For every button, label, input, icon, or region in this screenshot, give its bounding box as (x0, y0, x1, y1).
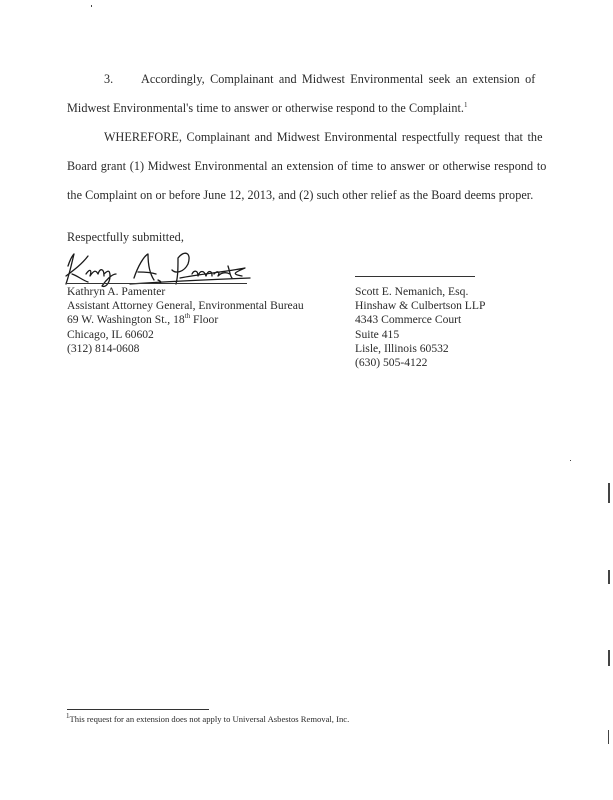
scan-mark (608, 730, 609, 744)
footnote-separator (67, 709, 209, 710)
right-signatory-suite: Suite 415 (355, 327, 400, 341)
paragraph-3-line-2-text: Midwest Environmental's time to answer or otherwise respond to the Complaint. (67, 101, 464, 115)
left-signatory-address (67, 313, 304, 327)
paragraph-number: 3. (104, 72, 114, 86)
left-signatory-block (67, 285, 304, 356)
wherefore-line-1: WHEREFORE, Complainant and Midwest Environmental respectfully request that the (104, 130, 543, 144)
closing: Respectfully submitted, (67, 230, 184, 244)
scan-dot (91, 5, 92, 7)
right-signatory-city: Lisle, Illinois 60532 (355, 341, 449, 355)
right-signatory-firm: Hinshaw & Culbertson LLP (355, 299, 486, 313)
right-signatory-phone: (630) 505-4122 (355, 356, 428, 370)
left-signatory-phone: (312) 814-0608 (67, 341, 140, 355)
left-address-suffix: Floor (190, 313, 219, 327)
right-signatory-block (355, 285, 485, 370)
footnote-reference: 1 (464, 100, 468, 109)
scan-mark (608, 483, 610, 503)
left-address-ordinal: th (184, 312, 191, 321)
scan-dot (570, 460, 571, 461)
scan-mark (608, 650, 610, 666)
right-signatory-name: Scott E. Nemanich, Esq. (355, 285, 469, 298)
footnote-text: This request for an extension does not apply to Universal Asbestos Removal, Inc. (69, 714, 350, 724)
paragraph-3-line-1: Accordingly, Complainant and Midwest Environmental seek an extension of (141, 72, 536, 86)
signature-line-left (67, 283, 247, 284)
left-signatory-city: Chicago, IL 60602 (67, 327, 154, 341)
wherefore-line-2: Board grant (1) Midwest Environmental an extension of time to answer or otherwise respond to (67, 159, 547, 173)
wherefore-line-3: the Complaint on or before June 12, 2013, and (2) such other relief as the Board deems proper. (67, 188, 534, 202)
footnote-marker: 1 (66, 712, 70, 721)
paragraph-3-line-2 (67, 101, 468, 116)
right-signatory-street: 4343 Commerce Court (355, 313, 462, 327)
scan-mark (608, 570, 610, 584)
footnote (66, 714, 349, 724)
left-address-prefix: 69 W. Washington St., 18 (67, 313, 185, 327)
left-signatory-title: Assistant Attorney General, Environmental Bureau (67, 299, 304, 313)
left-signatory-name: Kathryn A. Pamenter (67, 285, 166, 298)
signature-line-right (355, 276, 475, 277)
